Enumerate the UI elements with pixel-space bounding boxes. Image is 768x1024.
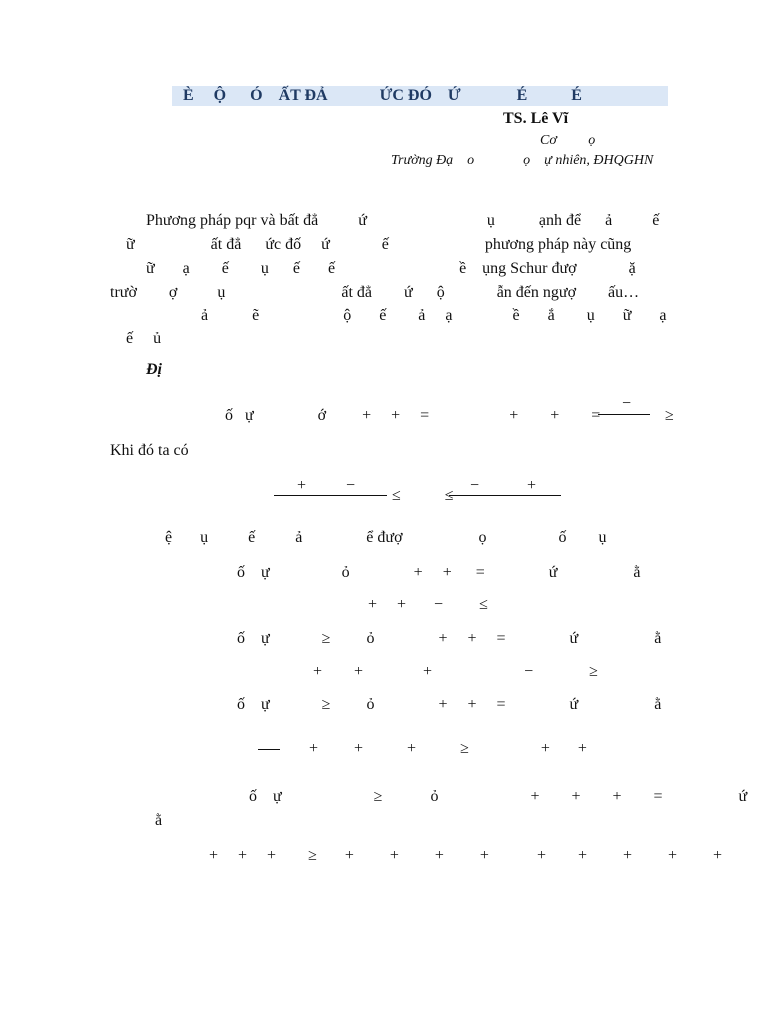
ineq-right-numerator: − +: [470, 477, 537, 494]
case-1: ố ự ỏ + + = ứ ằ: [237, 564, 641, 581]
paragraph-line-3: ữ ạ ế ụ ế ế ề ụng Schur đượ ặ: [146, 260, 636, 277]
ineq-right-fraction-bar: [449, 495, 561, 496]
case-3: ố ự ≥ ỏ + + = ứ ằ: [237, 696, 662, 713]
definition-line: ố ự ớ + + = + + =: [225, 407, 601, 424]
definition-fraction-bar: [598, 414, 650, 415]
affiliation-line-1: Cơ ọ: [540, 133, 596, 148]
case-2: ố ự ≥ ỏ + + = ứ ằ: [237, 630, 662, 647]
definition-label: Đị: [146, 361, 162, 378]
ineq-middle-signs: ≤ ≤: [392, 487, 454, 504]
paragraph-line-1: Phương pháp pqr và bất đẳ ứ ụ ạnh để ả ế: [146, 212, 660, 229]
page-title: È Ộ Ó ẤT ĐẢ ỨC ĐÓ Ứ É É: [183, 87, 582, 104]
case-2-inequality: + + + − ≥: [313, 663, 598, 680]
final-inequality: + + + ≥ + + + + + + + + +: [209, 847, 723, 864]
ineq-left-fraction-bar: [274, 495, 387, 496]
case-1-inequality: + + − ≤: [368, 596, 488, 613]
cases-intro: ệ ụ ế ả ể đượ ọ ố ụ: [165, 529, 607, 546]
paragraph-line-2: ữ ất đẳ ức đố ứ ế phương pháp này cũng: [126, 236, 632, 253]
definition-ge-sign: ≥: [665, 407, 674, 424]
paragraph-line-5: ả ẽ ộ ế ả ạ ề ắ ụ ữ ạ: [201, 307, 667, 324]
definition-fraction-numerator: −: [622, 395, 632, 412]
case-4: ố ự ≥ ỏ + + + = ứ: [249, 788, 748, 805]
case-3-inequality: + + + ≥ + +: [309, 740, 587, 757]
case-4-continued: ằ: [155, 812, 163, 829]
paragraph-line-4: trườ ợ ụ ất đẳ ứ ộ ẫn đến ngượ ấu…: [110, 284, 640, 301]
affiliation-line-2: Trường Đạ o ọ ự nhiên, ĐHQGHN: [391, 153, 654, 168]
case-3-fraction-bar: [258, 749, 280, 750]
khi-do-ta-co: Khi đó ta có: [110, 442, 189, 459]
paragraph-line-6: ế ủ: [126, 330, 162, 347]
author-name: TS. Lê Vĩ: [503, 110, 569, 127]
ineq-left-numerator: + −: [297, 477, 356, 494]
